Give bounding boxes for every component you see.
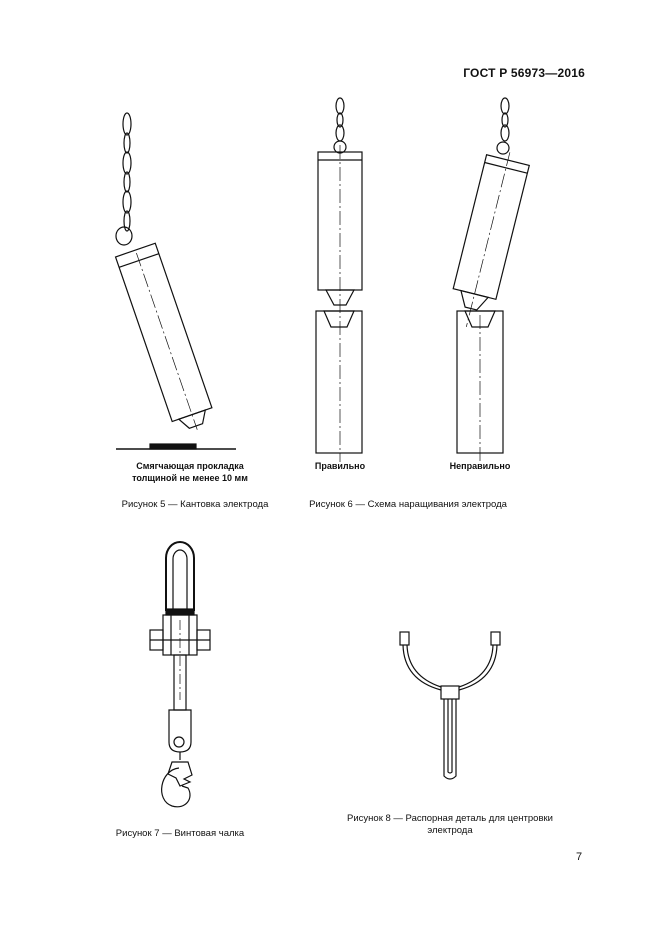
chain-icon — [334, 98, 346, 153]
figure8-caption-line2: электрода — [427, 825, 473, 836]
document-number: ГОСТ Р 56973—2016 — [463, 66, 585, 80]
figure8-caption-line1: Рисунок 8 — Распорная деталь для центровки — [347, 813, 553, 824]
chain-icon — [116, 113, 132, 245]
figure5-drawing — [116, 113, 236, 449]
figure8-drawing — [400, 632, 500, 779]
figure5-caption: Рисунок 5 — Кантовка электрода — [121, 499, 269, 510]
figure7-drawing — [150, 542, 210, 807]
label-incorrect: Неправильно — [449, 461, 511, 471]
electrode-tilted — [116, 243, 218, 436]
page-number: 7 — [576, 851, 583, 863]
label-correct: Правильно — [314, 461, 366, 471]
electrode-tilted-top — [445, 147, 531, 332]
figure6-correct-drawing — [316, 98, 362, 462]
cushion-label-line1: Смягчающая прокладка — [136, 461, 244, 471]
cushion-label-line2: толщиной не менее 10 мм — [132, 473, 248, 483]
cushion-pad — [116, 444, 236, 449]
figure7-caption: Рисунок 7 — Винтовая чалка — [115, 828, 245, 839]
figure6-incorrect-drawing — [445, 98, 531, 462]
figure6-caption: Рисунок 6 — Схема наращивания электрода — [309, 499, 507, 510]
chain-icon — [497, 98, 509, 154]
